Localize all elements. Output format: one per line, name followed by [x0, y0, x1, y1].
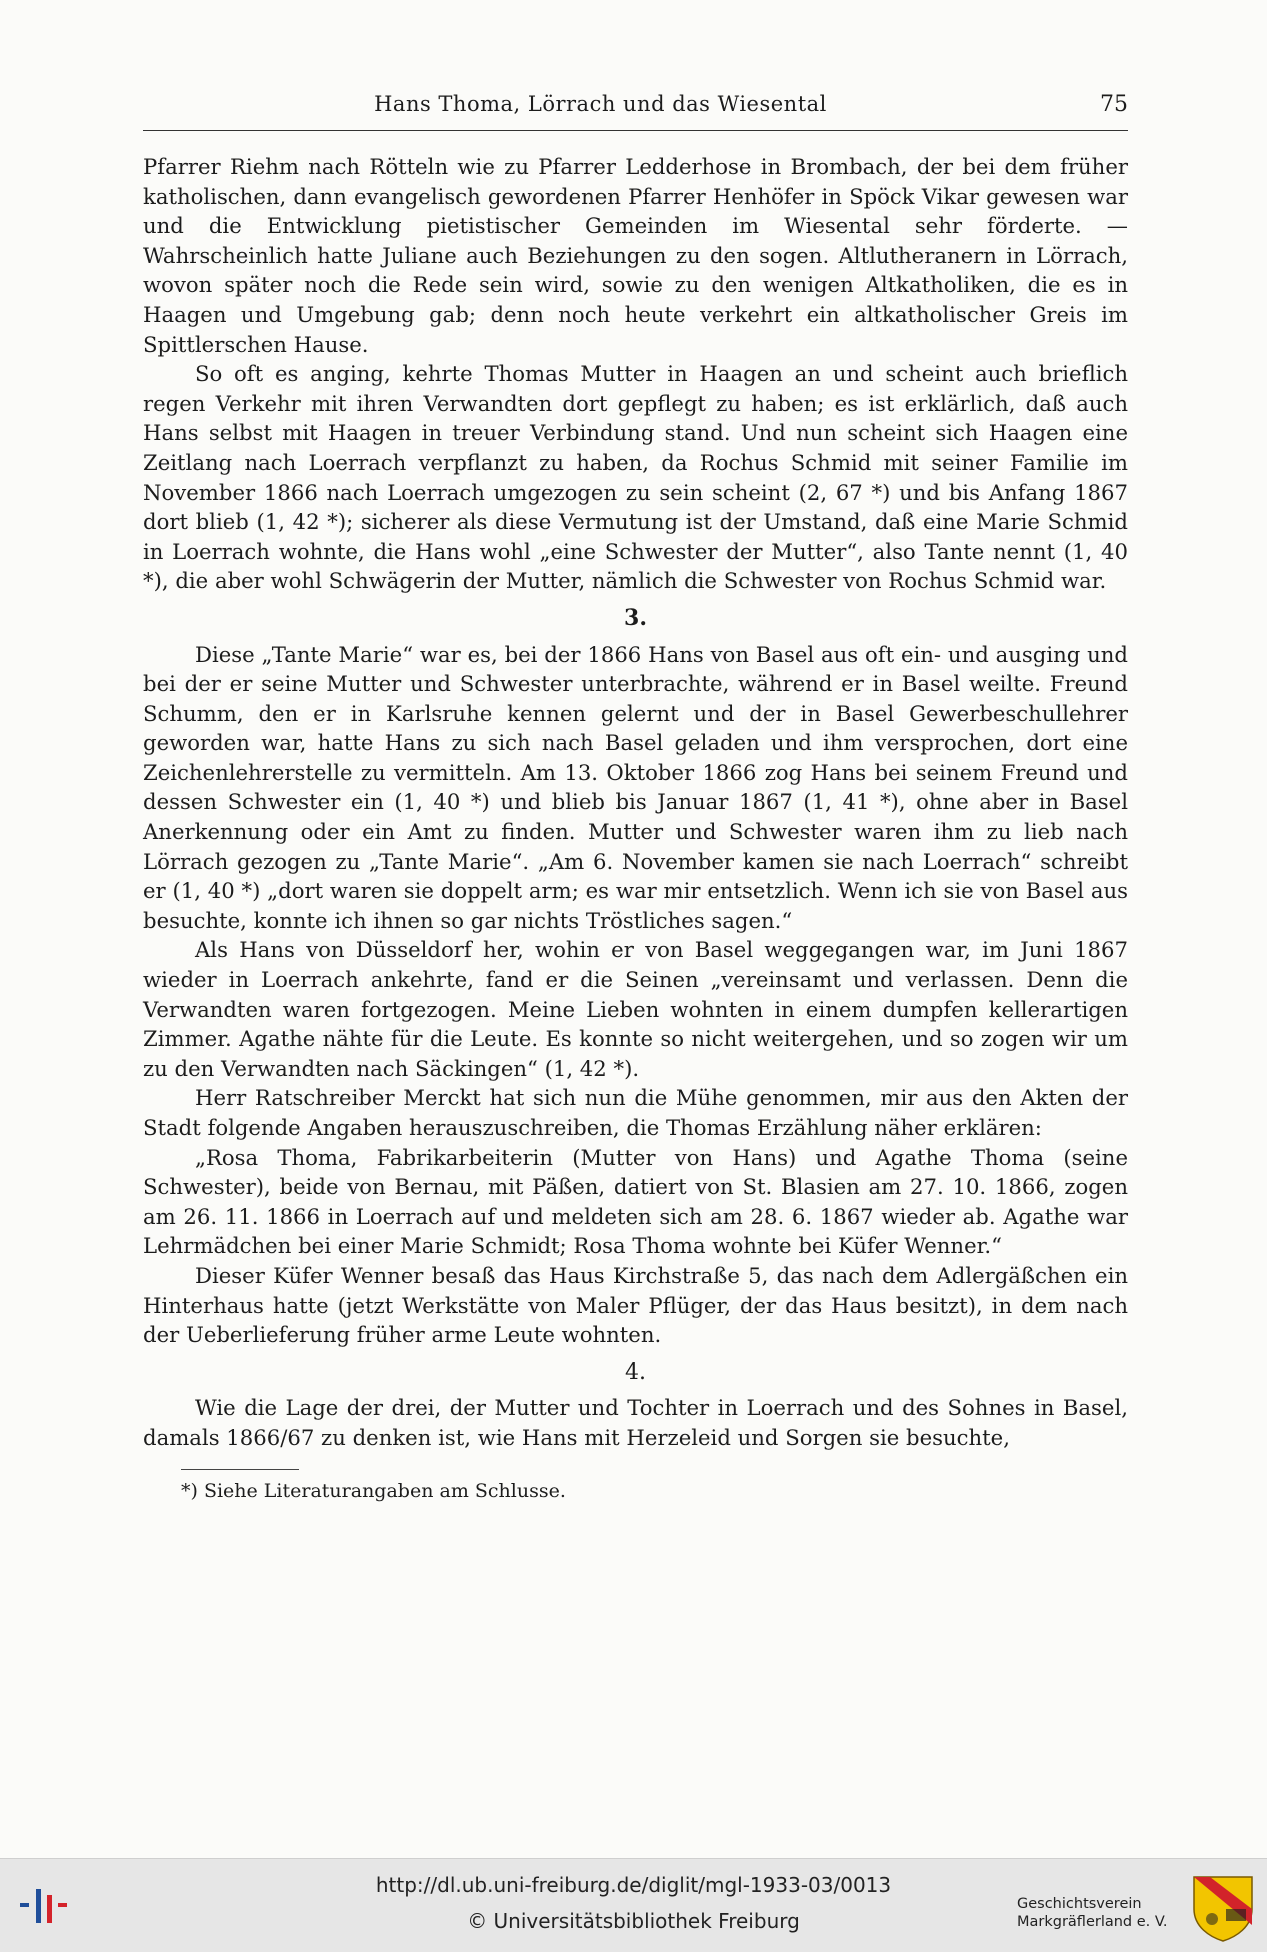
- running-head: [143, 92, 1128, 132]
- paragraph: Diese „Tante Marie“ war es, bei der 1866 Hans von Basel aus oft ein- und ausging und bei der er seine Mutter und Schwester unterbrachte, während er in Basel weilte. Freund Schumm, den er in Karlsruhe kennen gelernt und der in Basel Gewerbeschullehrer geworden war, hatte Hans zu sich nach Basel geladen und ihm versprochen, dort eine Zeichenlehrerstelle zu vermitteln. Am 13. Oktober 1866 zog Hans bei seinem Freund und dessen Schwester ein (1, 40 *) und blieb bis Januar 1867 (1, 41 *), ohne aber in Basel Anerkennung oder ein Amt zu finden. Mutter und Schwester waren ihm zu lieb nach Lörrach gezogen zu „Tante Marie“. „Am 6. November kamen sie nach Loerrach“ schreibt er (1, 40 *) „dort waren sie doppelt arm; es war mir entsetzlich. Wenn ich sie von Basel aus besuchte, konnte ich ihnen so gar nichts Tröstliches sagen.“: [143, 641, 1128, 933]
- running-title: Hans Thoma, Lörrach und das Wiesental: [374, 92, 827, 116]
- paragraph: Wie die Lage der drei, der Mutter und Tochter in Loerrach und des Sohnes in Basel, damals 1866/67 zu denken ist, wie Hans mit Herzeleid und Sorgen sie besuchte,: [143, 1395, 1128, 1450]
- footnote-rule: [181, 1469, 299, 1470]
- coat-of-arms-icon[interactable]: [1190, 1873, 1256, 1943]
- header-rule: [143, 130, 1128, 131]
- page-number: 75: [1100, 92, 1128, 117]
- section-number-4: 4.: [625, 1359, 646, 1385]
- paragraph: So oft es anging, kehrte Thomas Mutter in Haagen an und scheint auch brieflich regen Verkehr mit ihren Verwandten dort gepflegt zu haben; es ist erklärlich, daß auch Hans selbst mit Haagen in treuer Verbindung stand. Und nun scheint sich Haagen eine Zeitlang nach Loerrach verpflanzt zu haben, da Rochus Schmid mit seiner Familie im November 1866 nach Loerrach umgezogen zu sein scheint (2, 67 *) und bis Anfang 1867 dort blieb (1, 42 *); sicherer als diese Vermutung ist der Umstand, daß eine Marie Schmid in Loerrach wohnte, die Hans wohl „eine Schwester der Mutter“, also Tante nennt (1, 40 *), die aber wohl Schwägerin der Mutter, nämlich die Schwester von Rochus Schmid war.: [143, 361, 1128, 594]
- archive-quote: „Rosa Thoma, Fabrikarbeiterin (Mutter von Hans) und Agathe Thoma (seine Schwester), beide von Bernau, mit Päßen, datiert von St. Blasien am 27. 10. 1866, zogen am 26. 11. 1866 in Loerrach auf und meldeten sich am 28. 6. 1867 wieder ab. Agathe war Lehrmädchen bei einer Marie Schmidt; Rosa Thoma wohnte bei Küfer Wenner.“: [143, 1144, 1128, 1259]
- society-line-2: Markgräflerland e. V.: [1017, 1914, 1168, 1930]
- footnote: *) Siehe Literaturangaben am Schlusse.: [181, 1479, 566, 1502]
- copyright-text: © Universitätsbibliothek Freiburg: [467, 1909, 800, 1933]
- paragraph: Pfarrer Riehm nach Rötteln wie zu Pfarrer Ledderhose in Brombach, der bei dem früher katholischen, dann evangelisch gewordenen Pfarrer Henhöfer in Spöck Vikar gewesen war und die Entwicklung pietistischer Gemeinden im Wiesental sehr förderte. — Wahrscheinlich hatte Juliane auch Beziehungen zu den sogen. Altlutheranern in Lörrach, wovon später noch die Rede sein wird, sowie zu den wenigen Altkatholiken, die es in Haagen und Umgebung gab; denn noch heute verkehrt ein altkatholischer Greis im Spittlerschen Hause.: [143, 154, 1128, 357]
- society-line-1: Geschichtsverein: [1017, 1896, 1142, 1912]
- paragraph: Herr Ratschreiber Merckt hat sich nun die Mühe genommen, mir aus den Akten der Stadt folgende Angaben herauszuschreiben, die Thomas Erzählung näher erklären:: [143, 1085, 1128, 1140]
- body-text: [143, 152, 1128, 1504]
- paragraph: Dieser Küfer Wenner besaß das Haus Kirchstraße 5, das nach dem Adlergäßchen ein Hinterhaus hatte (jetzt Werkstätte von Maler Pflüger, der das Haus besitzt), in dem nach der Ueberlieferung früher arme Leute wohnten.: [143, 1262, 1128, 1348]
- section-number-3: 3.: [624, 604, 647, 631]
- paragraph: Als Hans von Düsseldorf her, wohin er von Basel weggegangen war, im Juni 1867 wieder in Loerrach ankehrte, fand er die Seinen „vereinsamt und verlassen. Denn die Verwandten waren fortgezogen. Meine Lieben wohnten in einem dumpfen kellerartigen Zimmer. Agathe nähte für die Leute. Es konnte so nicht weitergehen, und so zogen wir um zu den Verwandten nach Säckingen“ (1, 42 *).: [143, 937, 1128, 1081]
- society-name[interactable]: [1017, 1895, 1185, 1931]
- document-url-link[interactable]: http://dl.ub.uni-freiburg.de/diglit/mgl-1933-03/0013: [375, 1873, 892, 1897]
- viewer-footer: [0, 1858, 1267, 1952]
